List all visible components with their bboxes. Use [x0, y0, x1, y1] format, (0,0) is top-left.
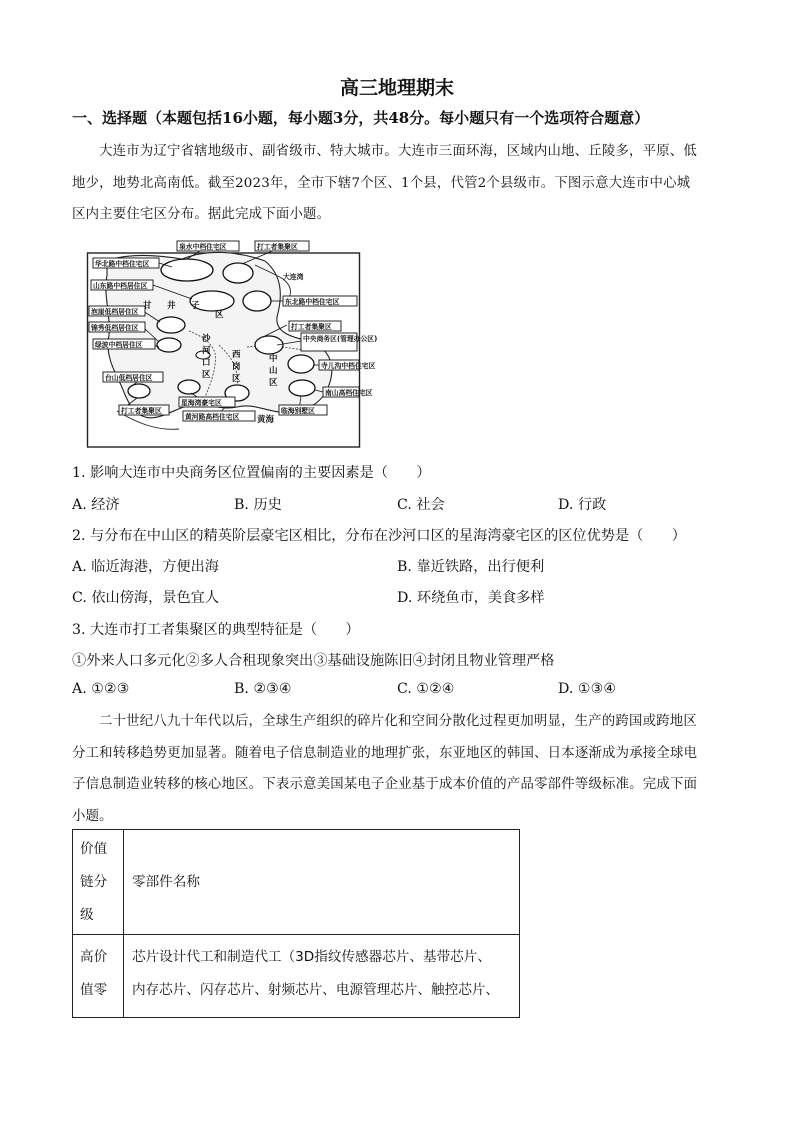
- table-cell-grade-high: [73, 935, 124, 1018]
- map-district-char: 区: [269, 378, 278, 388]
- intro2-line-4: 小题。: [72, 808, 113, 824]
- intro-paragraph-1: [72, 136, 724, 231]
- question-3-statements: ①外来人口多元化②多人合租现象突出③基础设施陈旧④封闭且物业管理严格: [72, 653, 555, 669]
- q1-option-a[interactable]: A. 经济: [72, 497, 120, 513]
- map-district-char: 子: [191, 301, 200, 311]
- q1-option-b[interactable]: B. 历史: [234, 497, 282, 513]
- map-district-char: 区: [202, 370, 211, 380]
- map-label-migrant-2: 打工者集聚区: [291, 323, 332, 331]
- map-label-migrant-1: 打工者集聚区: [257, 243, 298, 251]
- map-label-yellow-sea: 黄海: [257, 415, 275, 425]
- map-label-migrant-3: 打工者集聚区: [121, 407, 162, 415]
- table-header-grade: [73, 830, 124, 935]
- map-district-char: 沙: [202, 334, 211, 344]
- grade-line: 高价: [80, 949, 108, 965]
- parts-line: 芯片设计代工和制造代工（3D指纹传感器芯片、基带芯片、: [132, 949, 491, 965]
- q3-option-c[interactable]: C. ①②④: [397, 681, 455, 697]
- question-3-stem: 3. 大连市打工者集聚区的典型特征是（ ）: [72, 622, 360, 638]
- map-label-taishan: 台山低档居住区: [105, 374, 153, 382]
- q3-option-b[interactable]: B. ②③④: [234, 681, 292, 697]
- map-label-huabei: 华北路中档住宅区: [95, 260, 150, 268]
- intro2-line-1: 二十世纪八九十年代以后，全球生产组织的碎片化和空间分散化过程更加明显，生产的跨国或跨地区: [99, 714, 697, 729]
- intro1-line-1: 大连市为辽宁省辖地级市、副省级市、特大城市。大连市三面环海，区域内山地、丘陵多，平原、低: [99, 144, 697, 159]
- q2-option-b[interactable]: B. 靠近铁路，出行便利: [397, 559, 545, 575]
- table-row: [73, 830, 520, 935]
- map-district-char: 区: [232, 374, 241, 384]
- map-label-huanghelu: 黄河路高档住宅区: [185, 413, 240, 421]
- header-grade-line: 级: [80, 906, 94, 923]
- map-label-cbd: 中央商务区(管理办公区): [303, 335, 378, 343]
- section-heading: 一、选择题（本题包括16小题，每小题3分，共48分。每小题只有一个选项符合题意）: [72, 109, 650, 127]
- question-1-stem: 1. 影响大连市中央商务区位置偏南的主要因素是（ ）: [72, 465, 431, 481]
- intro2-line-3: 子信息制造业转移的核心地区。下表示意美国某电子企业基于成本价值的产品零部件等级标准。完成下面: [72, 777, 698, 792]
- question-2-stem: 2. 与分布在中山区的精英阶层豪宅区相比，分布在沙河口区的星海湾豪宅区的区位优势是（ ）: [72, 528, 686, 544]
- q2-option-d[interactable]: D. 环绕鱼市，美食多样: [397, 590, 545, 606]
- page-title: 高三地理期末: [339, 77, 454, 99]
- q1-option-c[interactable]: C. 社会: [397, 497, 445, 513]
- map-label-shandong: 山东路中档居住区: [93, 282, 148, 290]
- header-grade-line: 链分: [80, 873, 108, 890]
- q3-option-d[interactable]: D. ①③④: [558, 681, 617, 697]
- q2-option-c[interactable]: C. 依山傍海，景色宜人: [72, 590, 220, 606]
- table-header-part-name: 零部件名称: [124, 830, 520, 935]
- intro-paragraph-2: [72, 706, 724, 832]
- table-cell-parts-high: [124, 935, 520, 1018]
- map-label-siergou: 寺儿沟中档住宅区: [321, 362, 376, 370]
- dalian-residential-map: [87, 235, 378, 448]
- map-district-char: 井: [167, 301, 176, 311]
- map-district-char: 区: [215, 310, 224, 320]
- map-district-char: 岗: [232, 362, 241, 372]
- map-label-jinxiu: 锦秀低档居住区: [91, 324, 139, 332]
- map-label-lvbo: 绿波中档居住区: [95, 341, 143, 349]
- map-label-villa: 临海别墅区: [281, 407, 315, 415]
- map-district-char: 山: [269, 366, 278, 376]
- header-grade-line: 价值: [80, 840, 108, 857]
- map-label-xinghai: 星海湾豪宅区: [181, 399, 222, 407]
- q2-option-a[interactable]: A. 临近海港，方便出海: [72, 559, 219, 575]
- q1-option-d[interactable]: D. 行政: [558, 497, 607, 513]
- map-district-char: 河: [202, 346, 211, 356]
- intro2-line-2: 分工和转移趋势更加显著。随着电子信息制造业的地理扩张，东亚地区的韩国、日本逐渐成为承接全球电: [72, 745, 698, 761]
- map-label-nanshan: 南山高档住宅区: [325, 389, 373, 397]
- grade-line: 值零: [80, 982, 108, 998]
- intro1-line-3: 区内主要住宅区分布。据此完成下面小题。: [72, 207, 331, 222]
- map-district-char: 口: [202, 358, 211, 368]
- map-label-dalian-bay: 大连湾: [283, 273, 304, 281]
- parts-line: 内存芯片、闪存芯片、射频芯片、电源管理芯片、触控芯片、: [132, 982, 500, 998]
- map-label-dongbei: 东北路中档住宅区: [285, 298, 340, 306]
- map-label-paoya: 泡崖低档居住区: [91, 308, 139, 316]
- map-district-char: 西: [232, 350, 241, 360]
- value-chain-table: [72, 829, 520, 1018]
- q3-option-a[interactable]: A. ①②③: [72, 681, 130, 697]
- map-label-quanshui: 泉水中档住宅区: [179, 243, 227, 251]
- table-row: [73, 935, 520, 1018]
- map-district-char: 甘: [143, 301, 152, 311]
- map-district-char: 中: [269, 354, 278, 364]
- intro1-line-2: 地少，地势北高南低。截至2023年，全市下辖7个区、1个县，代管2个县级市。下图示意大连市中心城: [72, 175, 691, 191]
